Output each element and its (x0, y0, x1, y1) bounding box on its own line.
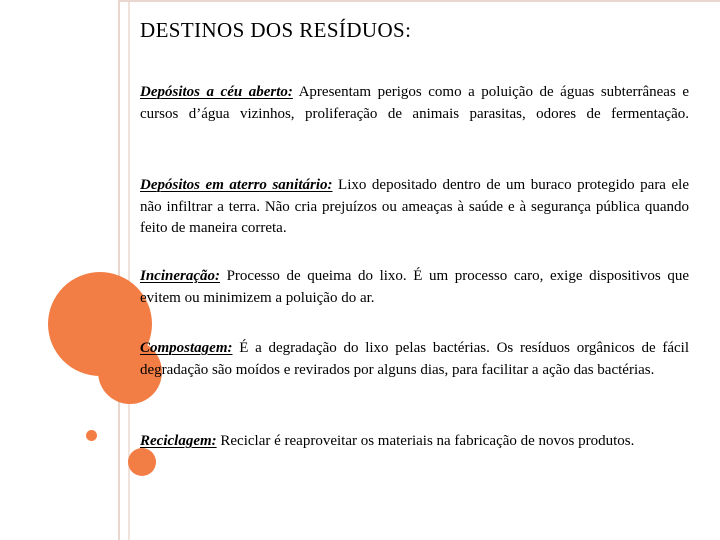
term-label: Compostagem: (140, 340, 233, 356)
term-label: Incineração: (140, 268, 220, 284)
paragraph-compostagem (140, 338, 689, 381)
paragraph-text: Apresentam perigos como a poluição de águas subterrâneas e cursos d’água vizinhos, proliferação de animais parasitas, odores de fermentação. (140, 84, 689, 122)
paragraph-text: Reciclar é reaproveitar os materiais na fabricação de novos produtos. (216, 433, 635, 449)
paragraph-aterro-sanitario (140, 175, 689, 240)
paragraph-reciclagem (140, 431, 689, 453)
paragraph-incineracao (140, 266, 689, 309)
page-title: DESTINOS DOS RESÍDUOS: (140, 18, 412, 42)
paragraph-depositos-ceu-aberto (140, 82, 689, 125)
tiny-circle-decoration (86, 430, 97, 441)
decorative-corner-frame (118, 0, 720, 12)
term-label: Reciclagem: (140, 433, 217, 449)
paragraph-text: Processo de queima do lixo. É um processo caro, exige dispositivos que evitem ou minimizem a poluição do ar. (140, 268, 689, 306)
decorative-rail-line (118, 0, 120, 540)
paragraph-text: É a degradação do lixo pelas bactérias. Os resíduos orgânicos de fácil degradação são moídos e revirados por alguns dias, para facilitar a ação das bactérias. (140, 340, 689, 378)
paragraph-text: Lixo depositado dentro de um buraco protegido para ele não infiltrar a terra. Não cria prejuízos ou ameaças à saúde e à segurança pública quando feito de maneira correta. (140, 177, 690, 236)
term-label: Depósitos a céu aberto: (140, 84, 293, 100)
term-label: Depósitos em aterro sanitário: (140, 177, 333, 193)
